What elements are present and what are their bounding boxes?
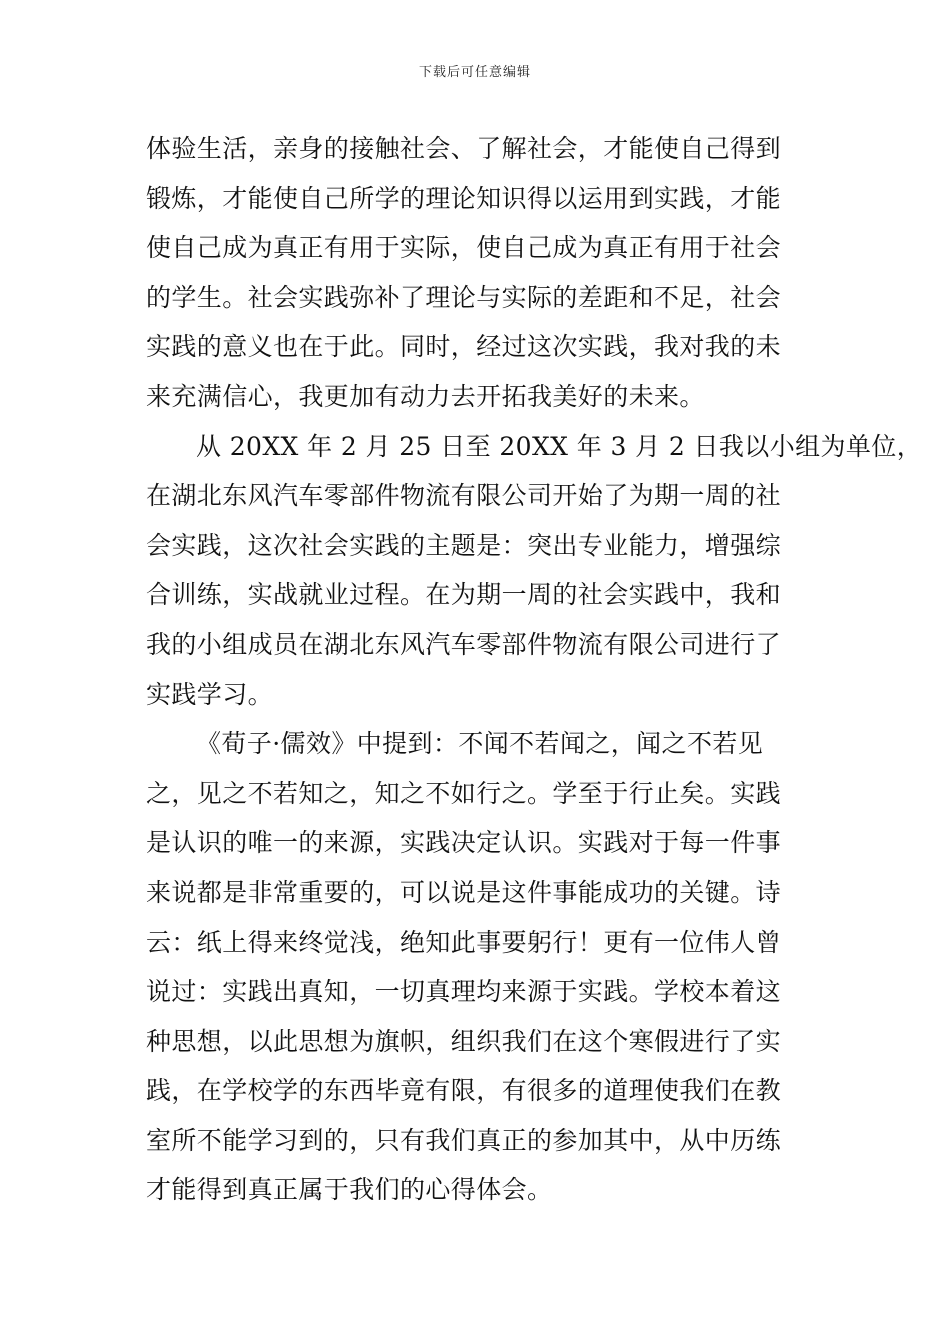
paragraph-line: 使自己成为真正有用于实际，使自己成为真正有用于社会: [146, 233, 782, 263]
paragraph-line: 体验生活，亲身的接触社会、了解社会，才能使自己得到: [146, 134, 782, 163]
paragraph-line: 种思想，以此思想为旗帜，组织我们在这个寒假进行了实: [146, 1026, 782, 1056]
paragraph-line: 的学生。社会实践弥补了理论与实际的差距和不足，社会: [146, 282, 782, 312]
paragraph-line: 之，见之不若知之，知之不如行之。学至于行止矣。实践: [146, 778, 782, 808]
paragraph-1: [146, 124, 812, 422]
paragraph-line: 会实践，这次社会实践的主题是：突出专业能力，增强综: [146, 530, 782, 560]
paragraph-line: 才能得到真正属于我们的心得体会。: [146, 1175, 553, 1205]
paragraph-line: 我的小组成员在湖北东风汽车零部件物流有限公司进行了: [146, 629, 782, 659]
paragraph-line: 锻炼，才能使自己所学的理论知识得以运用到实践，才能: [146, 183, 782, 213]
paragraph-line: 从 20XX 年 2 月 25 日至 20XX 年 3 月 2 日我以小组为单位，: [196, 431, 923, 461]
header-note: 下载后可任意编辑: [418, 65, 531, 80]
paragraph-line: 室所不能学习到的，只有我们真正的参加其中，从中历练: [146, 1125, 782, 1155]
paragraph-line: 《荀子·儒效》中提到：不闻不若闻之，闻之不若见: [196, 729, 764, 759]
paragraph-line: 实践的意义也在于此。同时，经过这次实践，我对我的未: [146, 332, 782, 362]
paragraph-line: 在湖北东风汽车零部件物流有限公司开始了为期一周的社: [146, 481, 782, 511]
paragraph-line: 说过：实践出真知，一切真理均来源于实践。学校本着这: [146, 977, 782, 1007]
paragraph-line: 来说都是非常重要的，可以说是这件事能成功的关键。诗: [146, 877, 782, 907]
paragraph-line: 合训练，实战就业过程。在为期一周的社会实践中，我和: [146, 580, 782, 610]
paragraph-line: 云：纸上得来终觉浅，绝知此事要躬行！更有一位伟人曾: [146, 927, 782, 957]
paragraph-line: 来充满信心，我更加有动力去开拓我美好的未来。: [146, 381, 705, 411]
paragraph-line: 实践学习。: [146, 679, 274, 709]
paragraph-2: [146, 422, 923, 720]
paragraph-line: 践，在学校学的东西毕竟有限，有很多的道理使我们在教: [146, 1076, 782, 1106]
paragraph-line: 是认识的唯一的来源，实践决定认识。实践对于每一件事: [146, 828, 782, 858]
document-body: [146, 124, 923, 1215]
paragraph-3: [146, 719, 812, 1215]
